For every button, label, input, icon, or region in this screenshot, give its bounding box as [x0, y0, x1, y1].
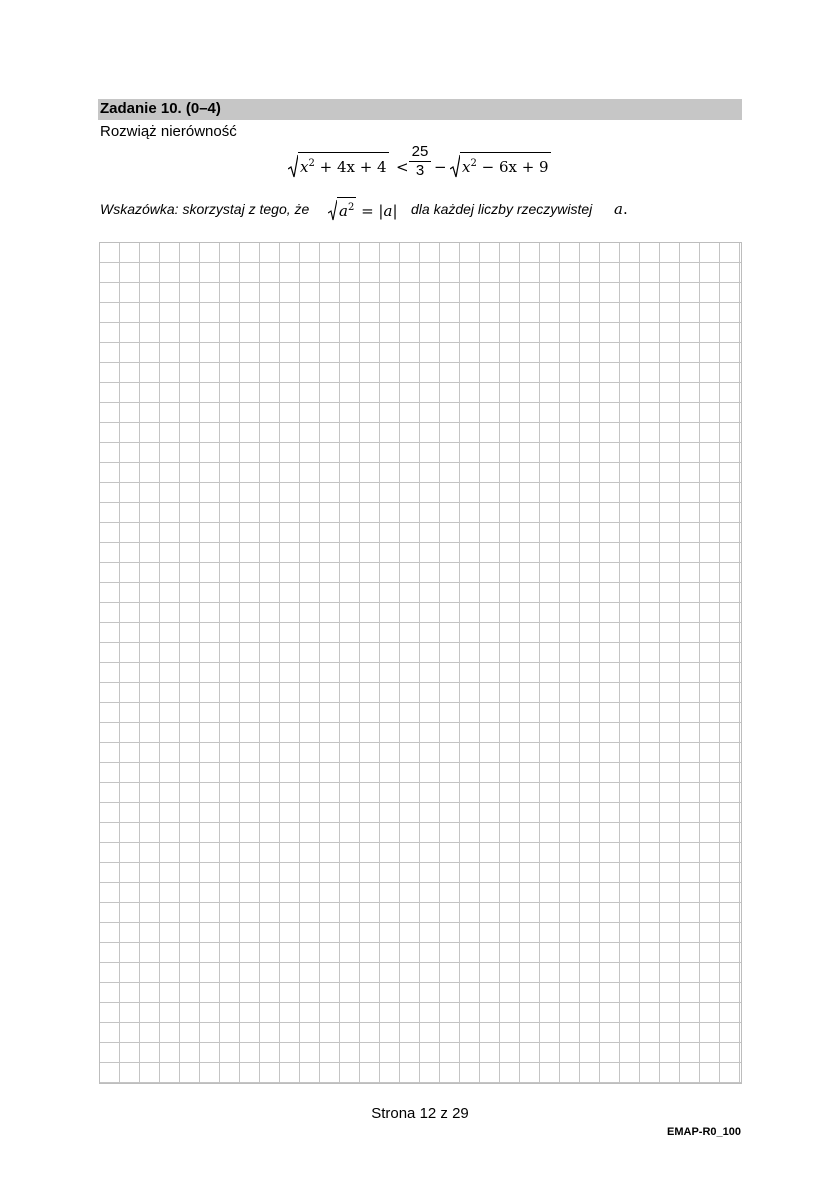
hint-var: a — [339, 202, 348, 220]
left-rest: + 4x + 4 — [314, 158, 387, 176]
radical-sign-icon — [288, 154, 298, 178]
less-than-sign: < — [396, 158, 409, 176]
hint-math — [328, 197, 398, 221]
left-sqrt — [288, 150, 389, 178]
hint-abs-var: a — [383, 202, 393, 220]
hint-suffix: dla każdej liczby rzeczywistej — [411, 201, 593, 217]
right-rest: − 6x + 9 — [476, 158, 549, 176]
answer-grid — [99, 242, 742, 1084]
fraction — [409, 143, 431, 180]
hint-abs-close: | — [392, 202, 398, 220]
left-exp: 2 — [308, 158, 315, 169]
radical-sign-icon — [328, 199, 337, 221]
right-sqrt — [450, 150, 551, 178]
document-code: EMAP-R0_100 — [667, 1126, 741, 1138]
minus-sign: − — [434, 158, 447, 176]
page-number: Strona 12 z 29 — [371, 1105, 469, 1122]
hint-final-dot: . — [622, 200, 628, 218]
radical-sign-icon — [450, 154, 460, 178]
hint-prefix: Wskazówka: skorzystaj z tego, że — [100, 201, 310, 217]
task-header — [98, 99, 742, 120]
task-title: Zadanie 10. (0–4) — [100, 100, 221, 117]
left-var: x — [300, 158, 309, 176]
task-instruction: Rozwiąż nierówność — [100, 123, 237, 140]
fraction-numerator: 25 — [411, 143, 429, 160]
right-var: x — [462, 158, 471, 176]
fraction-denominator: 3 — [415, 162, 425, 179]
right-exp: 2 — [470, 158, 477, 169]
hint-final — [614, 200, 628, 218]
hint-exp: 2 — [347, 202, 355, 213]
hint-final-var: a — [614, 200, 623, 218]
hint-eq: = | — [356, 202, 384, 220]
